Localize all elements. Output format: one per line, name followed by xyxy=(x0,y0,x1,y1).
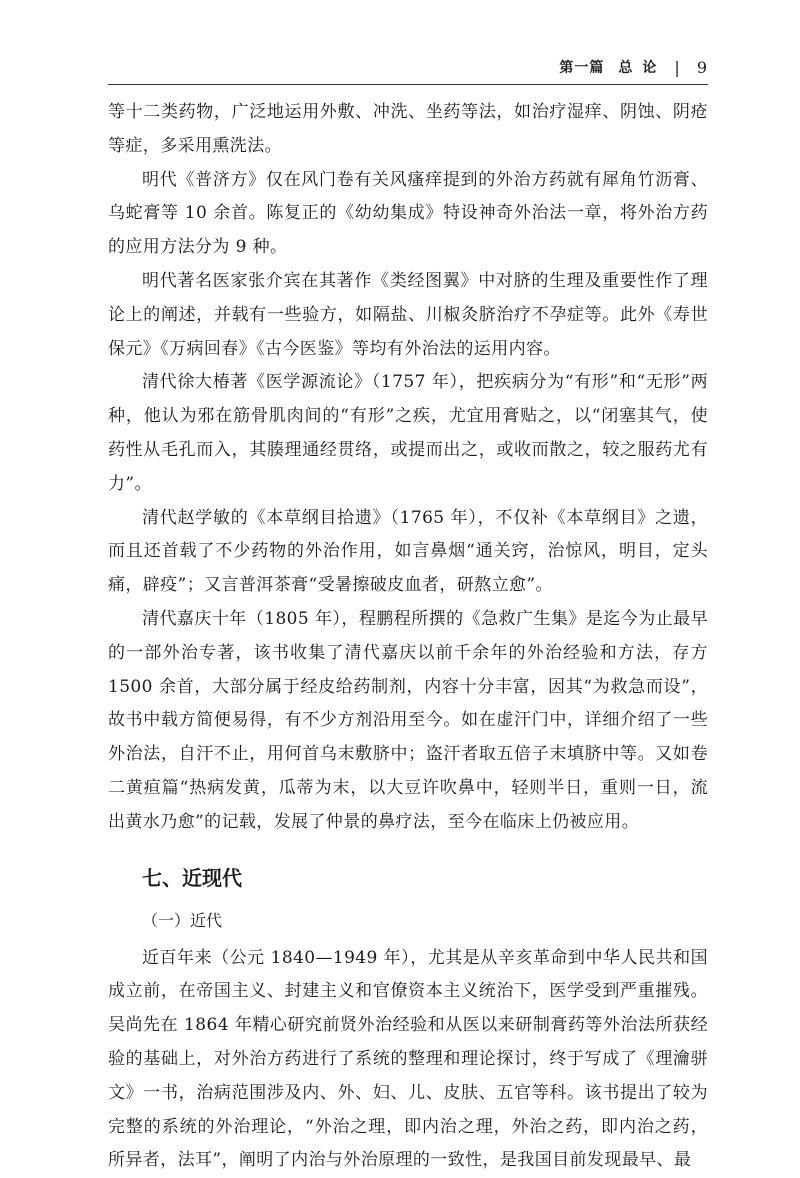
section-heading: 七、近现代 xyxy=(142,865,242,890)
paragraph: 近百年来（公元 1840—1949 年），尤其是从辛亥革命到中华人民共和国成立前，在帝国主义、封建主义和官僚资本主义统治下，医学受到严重摧残。吴尚先在 1864 年精心研究前贤外治经验和从医以来研制膏药等外治法所获经验的基础上，对外治方药进行了系统的整理和理论探讨，终于写成了《理瀹骈文》一书，治病范围涉及内、外、妇、儿、皮肤、五官等科。该书提出了较为完整的系统的外治理论，“外治之理，即内治之理，外治之药，即内治之药，所异者，法耳”，阐明了内治与外治原理的一致性，是我国目前发现最早、最 xyxy=(108,947,708,1171)
paragraph: 等十二类药物，广泛地运用外敷、冲洗、坐药等法，如治疗湿痒、阴蚀、阴疮等症，多采用熏洗法。 xyxy=(108,102,708,156)
paragraph: 清代赵学敏的《本草纲目拾遗》（1765 年），不仅补《本草纲目》之遗，而且还首载了不少药物的外治作用，如言鼻烟“通关窍，治惊风，明目，定头痛，辟疫”；又言普洱茶膏“受暑擦破皮血者，研熬立愈”。 xyxy=(108,507,708,596)
paragraph: 明代著名医家张介宾在其著作《类经图翼》中对脐的生理及重要性作了理论上的阐述，并载有一些验方，如隔盐、川椒灸脐治疗不孕症等。此外《寿世保元》《万病回春》《古今医鉴》等均有外治法的运用内容。 xyxy=(108,270,708,359)
paragraph: 清代嘉庆十年（1805 年），程鹏程所撰的《急救广生集》是迄今为止最早的一部外治专著，该书收集了清代嘉庆以前千余年的外治经验和方法，存方 1500 余首，大部分属于经皮给药制剂，内容十分丰富，因其“为救急而设”，故书中载方简便易得，有不少方剂沿用至今。如在虚汗门中，详细介绍了一些外治法，自汗不止，用何首乌末敷脐中；盗汗者取五倍子末填脐中等。又如卷二黄疸篇“热病发黄，瓜蒂为末，以大豆许吹鼻中，轻则半日，重则一日，流出黄水乃愈”的记载，发展了仲景的鼻疗法，至今在临床上仍被应用。 xyxy=(108,608,708,832)
header-part: 第一篇 xyxy=(559,60,605,76)
header-separator: | xyxy=(674,57,681,77)
running-header xyxy=(559,56,708,78)
page-number: 9 xyxy=(696,57,708,77)
subsection-heading: （一）近代 xyxy=(142,910,223,930)
paragraph: 明代《普济方》仅在风门卷有关风瘙痒提到的外治方药就有犀角竹沥膏、乌蛇膏等 10 余首。陈复正的《幼幼集成》特设神奇外治法一章，将外治方药的应用方法分为 9 种。 xyxy=(108,169,708,258)
header-title: 总论 xyxy=(618,60,667,76)
page-body xyxy=(108,96,708,1178)
paragraph: 清代徐大椿著《医学源流论》（1757 年），把疾病分为“有形”和“无形”两种，他认为邪在筋骨肌肉间的“有形”之疾，尤宜用膏贴之，以“闭塞其气，使药性从毛孔而入，其腠理通经贯络，或提而出之，或收而散之，较之服药尤有力”。 xyxy=(108,372,708,494)
header-rule xyxy=(108,84,708,85)
